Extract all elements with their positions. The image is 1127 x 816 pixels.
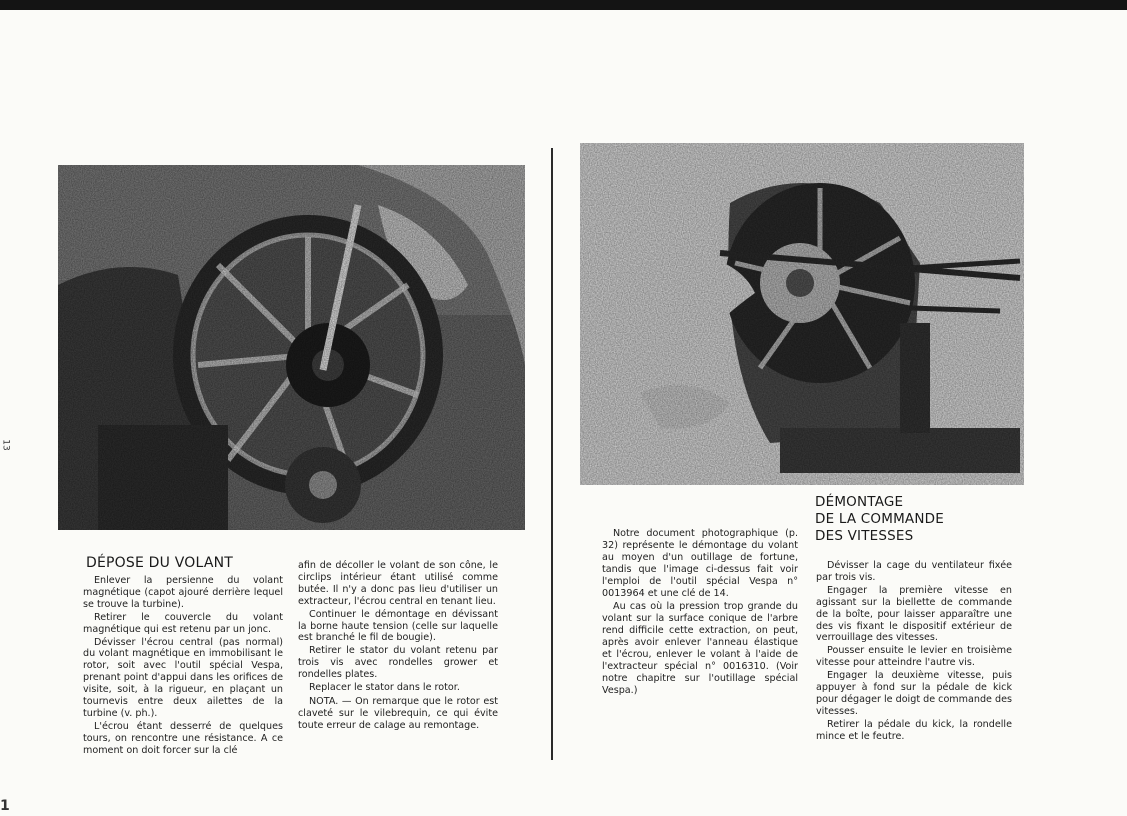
left-text-column-2 [298,560,498,733]
left-text-column-1 [83,575,283,758]
paragraph: Enlever la persienne du volant magnétique (capot ajouré derrière lequel se trouve la turbine). [83,575,283,610]
margin-mark: 13 [0,439,11,451]
paragraph: Continuer le démontage en dévissant la borne haute tension (celle sur laquelle est branché le fil de bougie). [298,608,498,644]
flywheel-removal-photo [58,165,525,530]
photo-caption-column [602,528,798,698]
special-tool-extraction-photo [580,143,1024,485]
paragraph: Engager la deuxième vitesse, puis appuyer à fond sur la pédale de kick pour dégager le doigt de commande des vitesses. [816,670,1012,717]
page-gutter-line [551,148,553,760]
heading-line: DÉMONTAGE [815,494,904,510]
paragraph: Pousser ensuite le levier en troisième vitesse pour atteindre l'autre vis. [816,645,1012,669]
flywheel-engine-illustration [58,165,525,530]
page-number: 1 [0,798,10,814]
paragraph: Retirer la pédale du kick, la rondelle mince et le feutre. [816,718,1012,742]
nota-paragraph: NOTA. — On remarque que le rotor est claveté sur le vilebrequin, ce qui évite toute erreur de calage au remontage. [298,695,498,731]
caption-paragraph: Notre document photographique (p. 32) représente le démontage du volant au moyen d'un outillage de fortune, tandis que l'image ci-dessus fait voir l'emploi de l'outil spécial Vespa n° 0013964 et une clé de 14. [602,528,798,599]
section-heading-demontage-commande [815,494,944,545]
right-text-column [816,560,1012,744]
heading-line: DES VITESSES [815,528,914,544]
paragraph: Replacer le stator dans le rotor. [309,682,460,694]
paragraph: Retirer le couvercle du volant magnétique qui est retenu par un jonc. [83,611,283,635]
paragraph: Retirer le stator du volant retenu par trois vis avec rondelles grower et rondelles plates. [298,645,498,681]
paragraph: Engager la première vitesse en agissant sur la biellette de commande de la boîte, pour laisser apparaître une des vis fixant le dispositif extérieur de verrouillage des vitesses. [816,584,1012,644]
paragraph: afin de décoller le volant de son cône, le circlips intérieur étant utilisé comme butée. Il n'y a donc pas lieu d'utiliser un extracteur, l'écrou central en tenant lieu. [298,560,498,607]
caption-paragraph: Au cas où la pression trop grande du volant sur la surface conique de l'arbre rend difficile cette extraction, on peut, après avoir enlever l'anneau élastique et l'écrou, enlever le volant à l'aide de l'extracteur spécial n° 0016310. (Voir notre chapitre sur l'outillage spécial Vespa.) [602,601,798,696]
heading-line: DE LA COMMANDE [815,511,944,527]
extractor-tool-illustration [580,143,1024,485]
paragraph: L'écrou étant desserré de quelques tours, on rencontre une résistance. A ce moment on doit forcer sur la clé [83,720,283,756]
paragraph: Dévisser l'écrou central (pas normal) du volant magnétique en immobilisant le rotor, soit avec l'outil spécial Vespa, prenant point d'appui dans les orifices de visite, soit, à la rigueur, en plaçant un tournevis entre deux ailettes de la turbine (v. ph.). [83,636,283,719]
section-heading-depose-volant: DÉPOSE DU VOLANT [86,555,234,571]
paragraph: Dévisser la cage du ventilateur fixée par trois vis. [816,560,1012,583]
scan-top-border [0,0,1127,10]
